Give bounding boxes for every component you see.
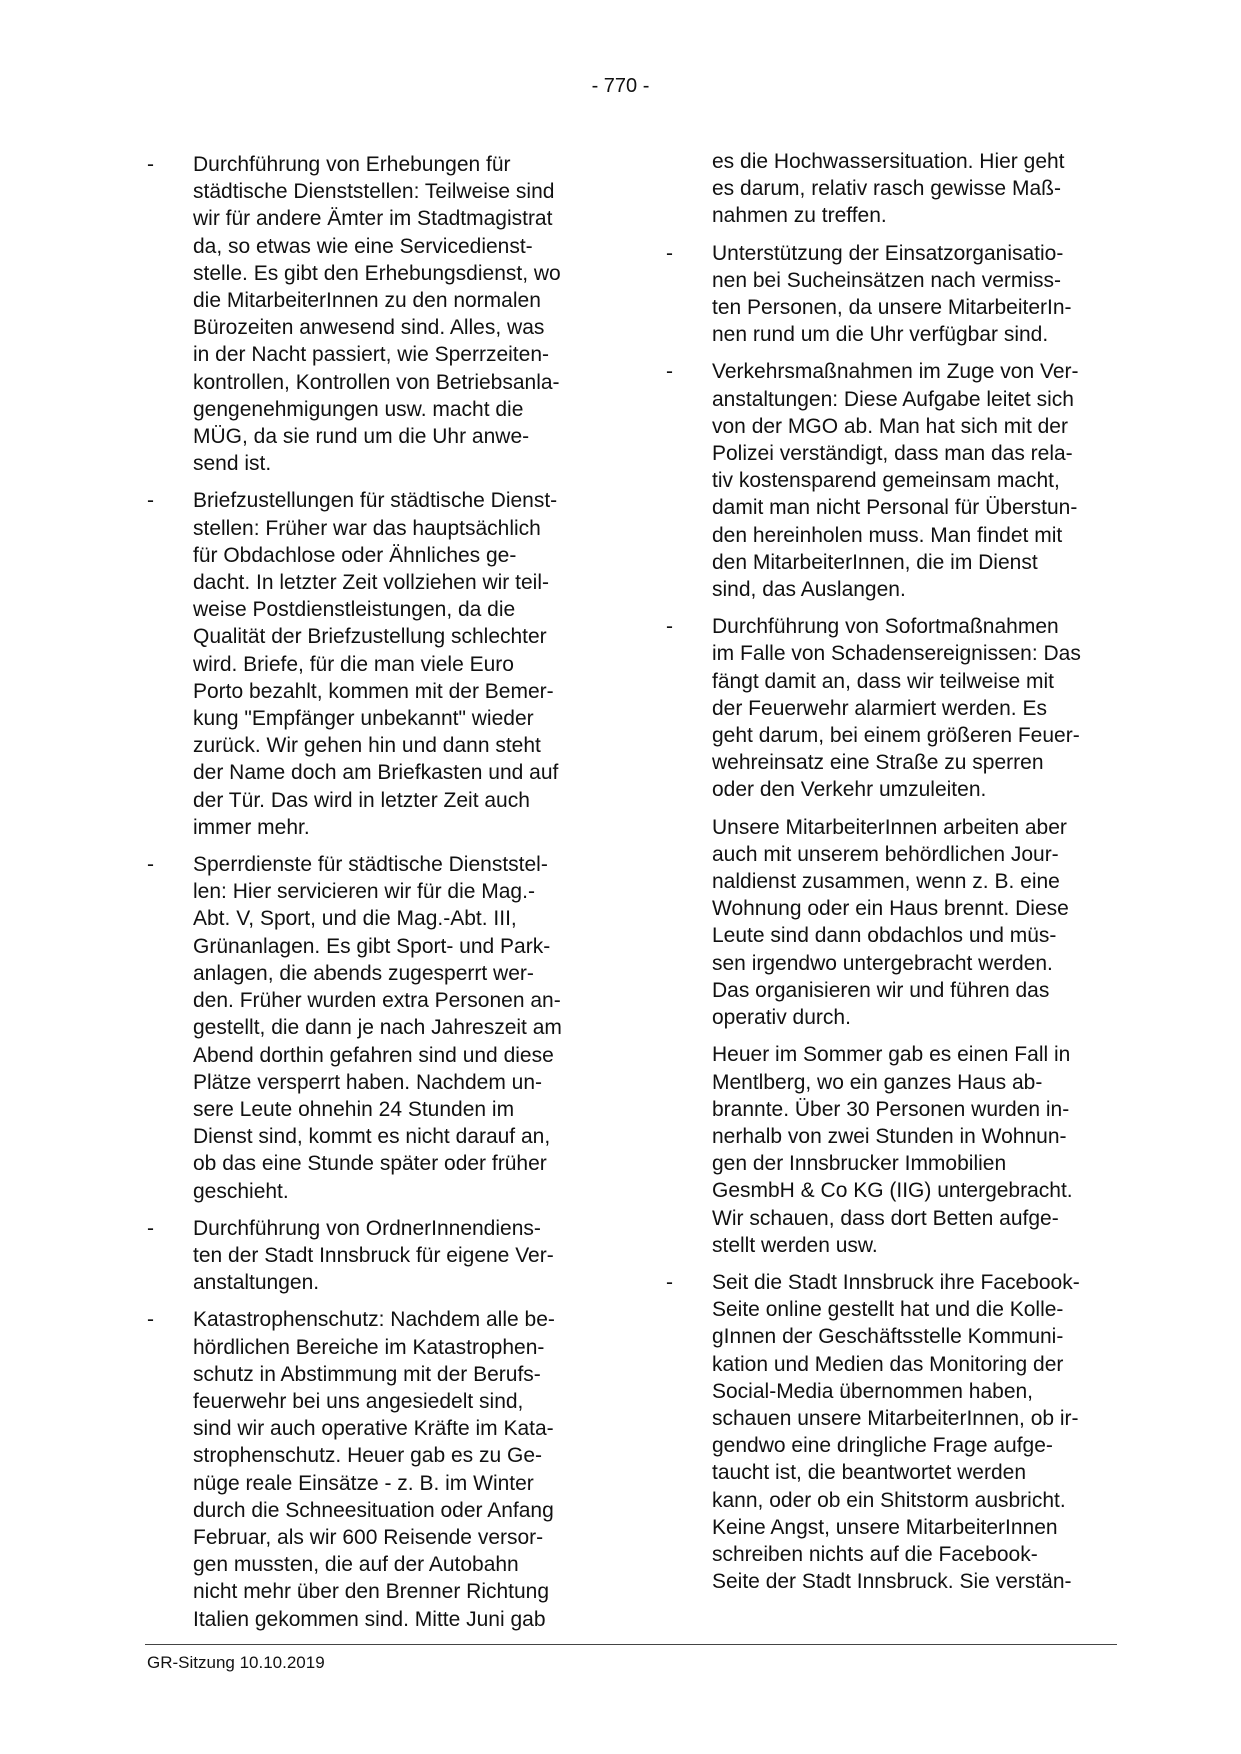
right-column <box>666 148 1127 1605</box>
list-dash: - <box>666 360 673 384</box>
list-dash: - <box>147 153 154 176</box>
list-item-text: Seit die Stadt Innsbruck ihre Facebook- Seite online gestellt hat und die Kolle- gInnen der Geschäftsstelle Kommuni- kation und Medien das Monitoring der Social-Media übernommen haben, schauen unsere MitarbeiterInnen, ob ir- gendwo eine dringliche Frage aufge- taucht ist, die beantwortet werden kann, oder ob ein Shitstorm ausbricht. Keine Angst, unsere MitarbeiterInnen schreiben nichts auf die Facebook- Seite der Stadt Innsbruck. Sie verstän- <box>712 1270 1080 1594</box>
left-column <box>147 151 608 1643</box>
list-item-briefzustellungen <box>147 487 608 841</box>
list-item-facebook <box>666 1269 1127 1595</box>
list-dash: - <box>666 615 673 639</box>
page-number: - 770 - <box>591 75 650 97</box>
paragraph-mentlberg: Heuer im Sommer gab es einen Fall in Mentlberg, wo ein ganzes Haus ab- brannte. Über 30 Personen wurden in- nerhalb von zwei Stunden in Wohnun- gen der Innsbrucker Immobilien GesmbH & Co KG (IIG) untergebracht. Wir schauen, dass dort Betten aufge- stellt werden usw. <box>712 1043 1073 1257</box>
list-item-text: Durchführung von Sofortmaßnahmen im Falle von Schadensereignissen: Das fängt damit an, dass wir teilweise mit der Feuerwehr alarmiert werden. Es geht darum, bei einem größeren Feuer- wehreinsatz eine Straße zu sperren oder den Verkehr umzuleiten. <box>712 615 1081 802</box>
footer-divider <box>145 1644 1117 1645</box>
list-dash: - <box>147 489 154 513</box>
list-item-ordnerdienste <box>147 1215 608 1297</box>
list-item-katastrophenschutz <box>147 1306 608 1632</box>
list-dash: - <box>666 1270 673 1294</box>
list-item-sucheinsaetze <box>666 240 1127 349</box>
list-item-text: Durchführung von Erhebungen für städtische Dienststellen: Teilweise sind wir für andere Ämter im Stadtmagistrat da, so etwas wie eine Servicedienst- stelle. Es gibt den Erhebungsdienst, wo die MitarbeiterInnen zu den normalen Bürozeiten anwesend sind. Alles, was in der Nacht passiert, wie Sperrzeiten- kontrollen, Kontrollen von Betriebsanla- gengenehmigungen usw. macht die MÜG, da sie rund um die Uhr anwe- send ist. <box>193 153 561 476</box>
footer-session-date: GR-Sitzung 10.10.2019 <box>147 1653 325 1672</box>
paragraph-journaldienst: Unsere MitarbeiterInnen arbeiten aber auch mit unserem behördlichen Jour- naldienst zusammen, wenn z. B. eine Wohnung oder ein Haus brennt. Diese Leute sind dann obdachlos und müs- sen irgendwo untergebracht werden. Das organisieren wir und führen das operativ durch. <box>712 815 1069 1030</box>
list-item-text: Sperrdienste für städtische Dienststel- len: Hier servicieren wir für die Mag.- Abt. V, Sport, und die Mag.-Abt. III, Grünanlagen. Es gibt Sport- und Park- anlagen, die abends zugesperrt wer- den. Früher wurden extra Personen an- gestellt, die dann je nach Jahreszeit am Abend dorthin gefahren sind und diese Plätze versperrt haben. Nachdem un- sere Leute ohnehin 24 Stunden im Dienst sind, kommt es nicht darauf an, ob das eine Stunde später oder früher geschieht. <box>193 853 562 1203</box>
list-dash: - <box>666 241 673 265</box>
list-item-erhebungen <box>147 151 608 477</box>
list-item-sofortmassnahmen <box>666 613 1127 803</box>
list-item-text: Unterstützung der Einsatzorganisatio- nen bei Sucheinsätzen nach vermiss- ten Personen, da unsere MitarbeiterIn- nen rund um die Uhr verfügbar sind. <box>712 241 1072 347</box>
list-item-text: Durchführung von OrdnerInnendiens- ten der Stadt Innsbruck für eigene Ver- anstaltungen. <box>193 1216 554 1295</box>
list-dash: - <box>147 853 154 877</box>
list-dash: - <box>147 1216 154 1240</box>
list-item-verkehrsmassnahmen <box>666 358 1127 603</box>
list-item-text: Verkehrsmaßnahmen im Zuge von Ver- anstaltungen: Diese Aufgabe leitet sich von der MGO ab. Man hat sich mit der Polizei verständigt, dass man das rela- tiv kostensparend gemeinsam macht, damit man nicht Personal für Überstun- den hereinholen muss. Man findet mit den MitarbeiterInnen, die im Dienst sind, das Auslangen. <box>712 360 1079 602</box>
list-item-sperrdienste <box>147 851 608 1205</box>
continuation-paragraph: es die Hochwassersituation. Hier geht es darum, relativ rasch gewisse Maß- nahmen zu treffen. <box>712 150 1065 228</box>
list-item-text: Briefzustellungen für städtische Dienst- stellen: Früher war das hauptsächlich für Obdachlose oder Ähnliches ge- dacht. In letzter Zeit vollziehen wir teil- weise Postdienstleistungen, da die Qualität der Briefzustellung schlechter wird. Briefe, für die man viele Euro Porto bezahlt, kommen mit der Bemer- kung "Empfänger unbekannt" wieder zurück. Wir gehen hin und dann steht der Name doch am Briefkasten und auf der Tür. Das wird in letzter Zeit auch immer mehr. <box>193 489 559 839</box>
list-dash: - <box>147 1308 154 1332</box>
list-item-text: Katastrophenschutz: Nachdem alle be- hördlichen Bereiche im Katastrophen- schutz in Abstimmung mit der Berufs- feuerwehr bei uns angesiedelt sind, sind wir auch operative Kräfte im Kata- strophenschutz. Heuer gab es zu Ge- nüge reale Einsätze - z. B. im Winter durch die Schneesituation oder Anfang Februar, als wir 600 Reisende versor- gen mussten, die auf der Autobahn nicht mehr über den Brenner Richtung Italien gekommen sind. Mitte Juni gab <box>193 1308 555 1631</box>
